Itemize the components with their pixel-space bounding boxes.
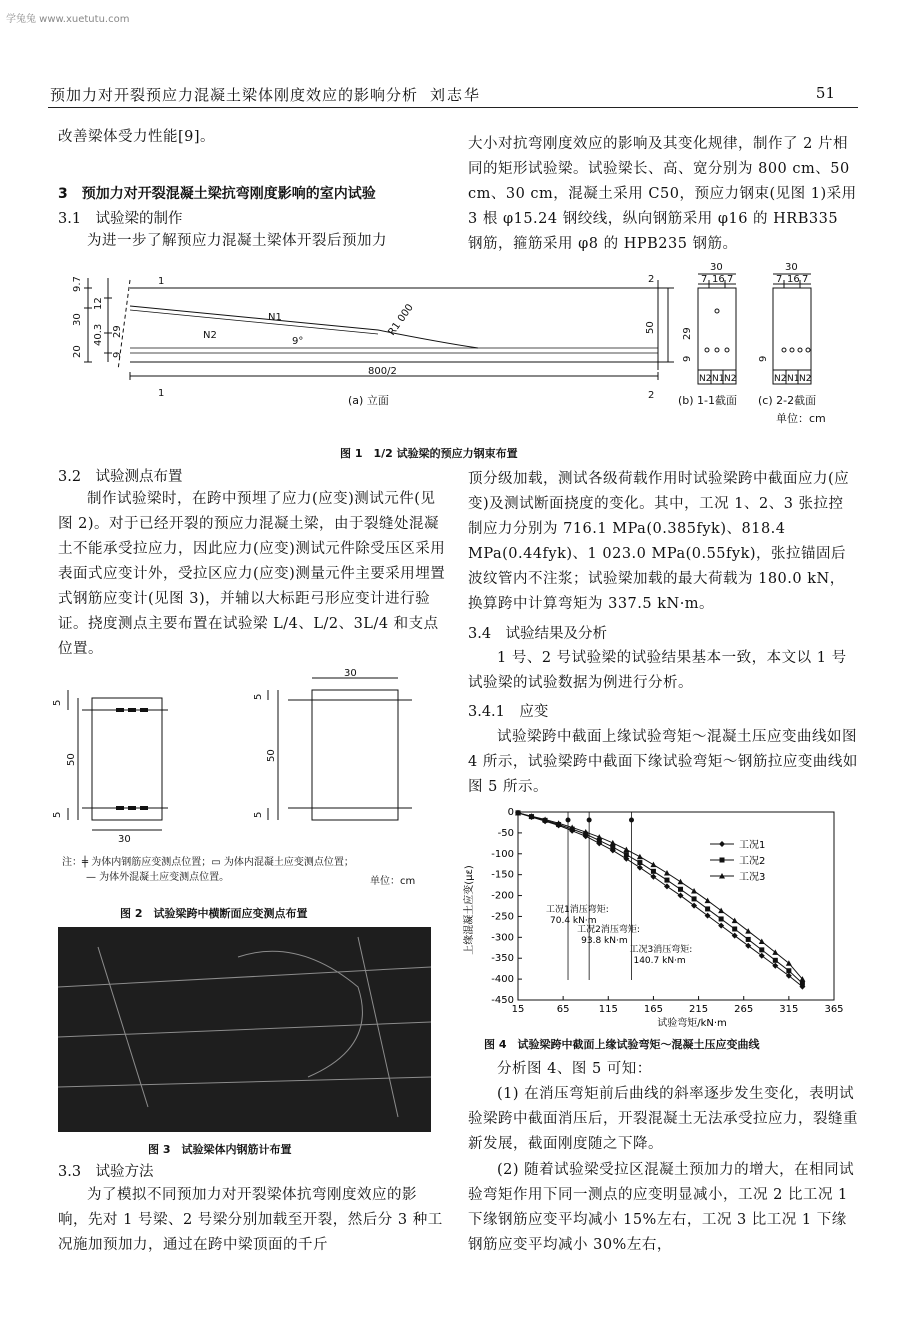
x-tick-label-2: 115 (598, 1004, 618, 1015)
running-author: 刘志华 (430, 86, 482, 104)
fig1-c-n2b: N2 (799, 374, 812, 384)
page-number: 51 (815, 84, 835, 102)
fig1-b-w7a: 7 (701, 274, 708, 285)
point-1-12 (678, 887, 683, 892)
fig1-b-n2b: N2 (724, 374, 737, 384)
figure-2-caption: 图 2 试验梁跨中横断面应变测点布置 (120, 907, 308, 920)
fig2-d50-a: 50 (66, 753, 77, 766)
rebar-photo (58, 927, 431, 1132)
anno-marker-2 (629, 818, 634, 823)
point-2-12 (678, 879, 684, 885)
point-2-13 (691, 888, 697, 894)
para-3-2: 制作试验梁时，在跨中预埋了应力(应变)测试元件(见图 2)。对于已经开裂的预应力混凝土梁，由于裂缝处混凝土不能承受拉应力，因此应力(应变)测试元件除受压区采用表面式应变计外，受拉区应力(应变)测量元件主要采用埋置式钢筋应变计(见图 3)，并辅以大标距弓形应变计进行验证。挠度测点主要布置在试验梁 L/4、L/2、3L/4 和支点位置。 (58, 491, 446, 657)
section-3-2-heading: 3.2 试验测点布置 (58, 469, 183, 485)
watermark: 学兔兔 www.xuetutu.com (6, 14, 130, 25)
legend-label-0: 工况1 (739, 840, 766, 851)
para-analysis-2: (2) 随着试验梁受拉区混凝土预加力的增大，在相同试验弯矩作用下同一测点的应变明显减小，工况 2 比工况 1 下缘钢筋应变平均减小 15%左右，工况 3 比工况 1 下缘钢筋应变平均减小 30%左右， (468, 1162, 855, 1253)
header-rule (48, 107, 858, 108)
fig1-c-w16: 16 (787, 274, 800, 285)
figure-4-caption: 图 4 试验梁跨中截面上缘试验弯矩～混凝土压应变曲线 (484, 1038, 760, 1051)
fig1-sec1-top: 1 (158, 276, 165, 287)
point-1-10 (651, 869, 656, 874)
point-1-15 (719, 916, 724, 921)
para-3-1: 为进一步了解预应力混凝土梁体开裂后预加力 (87, 233, 387, 249)
figure-3-photo (58, 927, 431, 1132)
fig1-b-d29: 29 (682, 327, 693, 340)
fig1-c-n2a: N2 (774, 374, 787, 384)
fig1-c-n1: N1 (787, 374, 800, 384)
fig1-d12: 12 (93, 297, 104, 310)
point-1-13 (692, 896, 697, 901)
figure-2-note-1: 注：╪ 为体内钢筋应变测点位置；▭ 为体内混凝土应变测点位置； (62, 857, 354, 868)
fig1-sec1-bottom: 1 (158, 388, 165, 399)
fig2-d5-top: 5 (52, 699, 63, 706)
fig1-c-w30: 30 (785, 262, 798, 273)
para-3-4-1: 试验梁跨中截面上缘试验弯矩～混凝土压应变曲线如图 4 所示，试验梁跨中截面下缘试验弯矩～钢筋拉应变曲线如图 5 所示。 (468, 729, 858, 795)
fig1-b-n2a: N2 (699, 374, 712, 384)
para-3-3: 为了模拟不同预加力对开裂梁体抗弯刚度效应的影响，先对 1 号梁、2 号梁分别加载至开裂，然后分 3 种工况施加预加力，通过在跨中梁顶面的千斤 (58, 1187, 443, 1253)
para-cont: 改善梁体受力性能[9]。 (58, 129, 216, 145)
x-tick-label-6: 315 (779, 1004, 799, 1015)
y-tick-label-2: -100 (491, 848, 514, 860)
fig1-sub-c: (c) 2-2截面 (758, 394, 817, 407)
section-3-heading: 3 预加力对开裂混凝土梁抗弯刚度影响的室内试验 (58, 186, 376, 202)
point-2-14 (705, 898, 711, 904)
legend-marker-0 (719, 841, 725, 847)
y-tick-label-5: -250 (491, 911, 514, 923)
fig1-b-d9: 9 (682, 355, 693, 362)
fig1-n2: N2 (203, 330, 217, 341)
chart-x-label: 试验弯矩/kN·m (657, 1018, 727, 1029)
fig1-span: 800/2 (368, 366, 397, 377)
x-tick-label-7: 365 (824, 1004, 844, 1015)
x-tick-label-1: 65 (556, 1004, 570, 1015)
y-tick-label-0: 0 (507, 807, 514, 818)
anno-marker-0 (566, 818, 571, 823)
figure-3-caption: 图 3 试验梁体内钢筋计布置 (148, 1143, 292, 1156)
fig1-c-d9: 9 (758, 355, 769, 362)
anno-label-2: 工况3消压弯矩: (629, 945, 693, 955)
fig1-sub-a: (a) 立面 (348, 394, 389, 407)
figure-2-note-2: — 为体外混凝土应变测点位置。 (86, 872, 230, 883)
para-3-4: 1 号、2 号试验梁的试验结果基本一致，本文以 1 号试验梁的试验数据为例进行分析。 (468, 650, 847, 691)
x-tick-label-3: 165 (643, 1004, 663, 1015)
legend-marker-1 (720, 858, 725, 863)
fig1-angle: 9° (292, 336, 304, 347)
fig1-d20: 20 (72, 345, 83, 358)
point-1-9 (637, 860, 642, 865)
legend-label-2: 工况3 (739, 872, 766, 883)
fig1-d97: 9.7 (72, 276, 83, 292)
para-analysis-intro: 分析图 4、图 5 可知： (497, 1061, 652, 1077)
fig1-d29: 29 (112, 325, 123, 338)
para-analysis-1: (1) 在消压弯矩前后曲线的斜率逐步发生变化，表明试验梁跨中截面消压后，开裂混凝土无法承受拉应力，裂缝重新发展，截面刚度随之下降。 (468, 1086, 858, 1152)
section-3-1-heading: 3.1 试验梁的制作 (58, 211, 183, 227)
fig2-d30-b: 30 (344, 668, 357, 679)
legend-label-1: 工况2 (739, 856, 766, 867)
fig1-d30: 30 (72, 313, 83, 326)
fig2-d5-bot-b: 5 (253, 811, 264, 818)
y-tick-label-3: -150 (491, 869, 514, 881)
point-1-14 (705, 906, 710, 911)
fig1-b-w30: 30 (710, 262, 723, 273)
section-3-4-1-heading: 3.4.1 应变 (468, 704, 549, 720)
para-3-1-cont: 大小对抗弯刚度效应的影响及其变化规律，制作了 2 片相同的矩形试验梁。试验梁长、高、宽分别为 800 cm、50 cm、30 cm，混凝土采用 C50，预应力钢束(见图 1)采用 3 根 φ15.24 钢绞线，纵向钢筋采用 φ16 的 HRB335 钢筋，箍筋采用 φ8 的 HPB235 钢筋。 (468, 136, 857, 252)
anno-marker-1 (587, 818, 592, 823)
figure-1-caption: 图 1 1/2 试验梁的预应力钢束布置 (340, 447, 518, 460)
fig1-sec2-top: 2 (648, 274, 655, 285)
point-2-7 (610, 840, 616, 846)
point-0-9 (637, 865, 643, 871)
fig1-sub-b: (b) 1-1截面 (678, 394, 738, 407)
fig1-radius: R1 000 (386, 302, 416, 338)
fig1-c-w7b: 7 (802, 274, 809, 285)
fig2-d5-top-b: 5 (253, 693, 264, 700)
fig2-d5-bot: 5 (52, 811, 63, 818)
point-1-18 (759, 947, 764, 952)
section-3-3-heading: 3.3 试验方法 (58, 1164, 154, 1180)
anno-value-1: 93.8 kN·m (581, 936, 628, 946)
anno-label-1: 工况2消压弯矩: (577, 925, 640, 935)
y-tick-label-6: -300 (491, 932, 514, 944)
y-tick-label-4: -200 (491, 890, 514, 902)
figure-4-chart (462, 800, 860, 1030)
x-tick-label-5: 265 (734, 1004, 754, 1015)
anno-value-0: 70.4 kN·m (550, 916, 597, 926)
x-tick-label-0: 15 (511, 1004, 525, 1015)
fig1-sec2-bottom: 2 (648, 390, 655, 401)
point-2-8 (623, 847, 629, 853)
x-tick-label-4: 215 (689, 1004, 709, 1015)
running-title: 预加力对开裂预应力混凝土梁体刚度效应的影响分析 (50, 86, 419, 104)
anno-label-0: 工况1消压弯矩: (546, 905, 609, 915)
y-tick-label-1: -50 (497, 827, 514, 839)
y-tick-label-7: -350 (491, 953, 514, 965)
fig1-d9: 9 (112, 351, 123, 358)
fig1-d50: 50 (645, 321, 656, 334)
point-2-11 (664, 870, 670, 876)
fig1-b-n1: N1 (712, 374, 725, 384)
point-1-8 (624, 852, 629, 857)
section-3-4-heading: 3.4 试验结果及分析 (468, 626, 608, 642)
anno-value-2: 140.7 kN·m (633, 956, 686, 966)
point-1-17 (746, 937, 751, 942)
figure-2-unit: 单位：cm (370, 876, 416, 887)
y-tick-label-8: -400 (491, 974, 514, 986)
fig1-d403: 40.3 (93, 323, 104, 346)
point-1-20 (786, 968, 791, 973)
point-1-19 (773, 958, 778, 963)
chart-y-label: 上缘混凝土应变(με) (464, 865, 475, 955)
fig1-b-w16: 16 (712, 274, 725, 285)
figure-1-drawing (58, 258, 868, 436)
fig2-d30-a: 30 (118, 834, 131, 845)
y-tick-label-9: -450 (491, 995, 514, 1006)
para-3-3-cont: 顶分级加载，测试各级荷载作用时试验梁跨中截面应力(应变)及测试断面挠度的变化。其中，工况 1、2、3 张拉控制应力分别为 716.1 MPa(0.385fyk)、818.4 MPa(0.44fyk)、1 023.0 MPa(0.55fyk)，张拉锚固后波纹管内不注浆；试验梁加载的最大荷载为 180.0 kN，换算跨中计算弯矩为 337.5 kN·m。 (468, 471, 850, 612)
fig1-c-w7a: 7 (776, 274, 783, 285)
point-2-9 (637, 854, 643, 860)
fig1-n1: N1 (268, 312, 282, 323)
fig1-unit: 单位：cm (776, 412, 826, 425)
point-1-11 (664, 878, 669, 883)
fig1-b-w7b: 7 (727, 274, 734, 285)
point-2-10 (650, 862, 656, 868)
point-1-16 (732, 926, 737, 931)
fig2-d50-b: 50 (266, 749, 277, 762)
